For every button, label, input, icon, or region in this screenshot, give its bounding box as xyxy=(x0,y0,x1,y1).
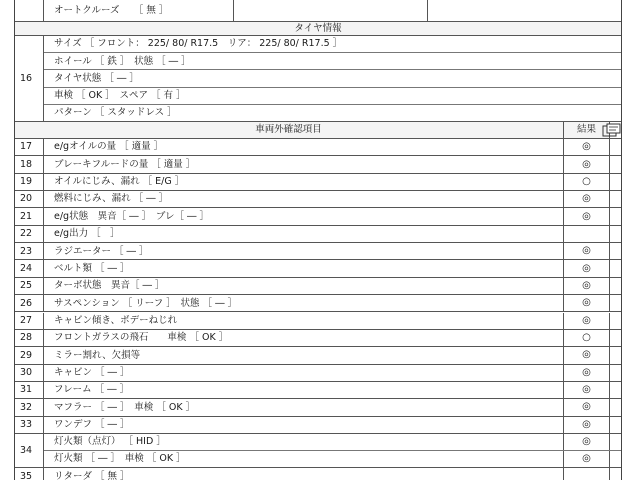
item-result: ◎ xyxy=(564,260,610,276)
item-result xyxy=(564,226,610,242)
empty-cell xyxy=(428,0,622,21)
item-34-line-2 xyxy=(44,451,622,467)
table-row xyxy=(14,156,622,173)
item-label: リターダ ［ 無 ］ xyxy=(44,468,564,480)
item-number: 35 xyxy=(14,468,44,480)
item-result xyxy=(564,468,610,480)
item-number: 33 xyxy=(14,417,44,433)
exterior-section-header xyxy=(14,122,622,139)
blank-cell xyxy=(610,347,622,363)
blank-cell xyxy=(610,139,622,155)
item-result: ◎ xyxy=(564,278,610,294)
item-label: ミラー割れ、欠損等 xyxy=(44,347,564,363)
table-row xyxy=(14,382,622,399)
item-label: ターボ状態 異音［ ― ］ xyxy=(44,278,564,294)
result-column-header: 結果 xyxy=(564,122,610,138)
table-row xyxy=(14,347,622,364)
table-row xyxy=(14,365,622,382)
item-label: ワンデフ ［ ― ］ xyxy=(44,417,564,433)
item-number: 22 xyxy=(14,226,44,242)
item-number: 24 xyxy=(14,260,44,276)
item-label: フロントガラスの飛石 車検 ［ OK ］ xyxy=(44,330,564,346)
item-number: 23 xyxy=(14,243,44,259)
item-result: ◎ xyxy=(564,208,610,224)
table-row xyxy=(14,417,622,434)
tire-lines xyxy=(44,36,622,121)
clipboard-icon[interactable] xyxy=(600,123,622,137)
table-row xyxy=(14,330,622,347)
item-number: 27 xyxy=(14,313,44,329)
blank-cell xyxy=(610,382,622,398)
number-cell xyxy=(14,0,44,21)
table-row xyxy=(14,139,622,156)
item-number: 19 xyxy=(14,174,44,190)
blank-cell xyxy=(610,295,622,311)
table-row xyxy=(14,399,622,416)
item-label: ブレーキフルードの量 ［ 適量 ］ xyxy=(44,156,564,172)
blank-cell xyxy=(610,417,622,433)
item-result: ◎ xyxy=(564,451,610,467)
blank-cell xyxy=(610,399,622,415)
item-label: 燃料にじみ、漏れ ［ ― ］ xyxy=(44,191,564,207)
item-result: ◎ xyxy=(564,295,610,311)
table-row xyxy=(14,278,622,295)
item-result: ◎ xyxy=(564,139,610,155)
blank-cell xyxy=(610,365,622,381)
table-row xyxy=(14,191,622,208)
blank-cell xyxy=(610,174,622,190)
item-number: 29 xyxy=(14,347,44,363)
tire-item-number: 16 xyxy=(14,36,44,121)
table-row xyxy=(14,226,622,243)
item-number: 32 xyxy=(14,399,44,415)
item-34-lines xyxy=(44,434,622,467)
item-number: 17 xyxy=(14,139,44,155)
blank-cell xyxy=(610,260,622,276)
item-result: ◎ xyxy=(564,365,610,381)
item-number: 34 xyxy=(14,434,44,467)
item-number: 21 xyxy=(14,208,44,224)
tire-section-title: タイヤ情報 xyxy=(14,22,622,35)
item-result: ◎ xyxy=(564,243,610,259)
item-result: ◎ xyxy=(564,347,610,363)
item-label: ラジエーター ［ ― ］ xyxy=(44,243,564,259)
item-label: 灯火類（点灯） ［ HID ］ xyxy=(44,434,564,450)
table-row xyxy=(14,243,622,260)
item-result: ◎ xyxy=(564,191,610,207)
blank-cell xyxy=(610,243,622,259)
blank-cell xyxy=(610,191,622,207)
item-label: キャビン傾き、ボデーねじれ xyxy=(44,313,564,329)
item-number: 31 xyxy=(14,382,44,398)
item-result: ○ xyxy=(564,330,610,346)
item-result: ○ xyxy=(564,174,610,190)
item-label: ベルト類 ［ ― ］ xyxy=(44,260,564,276)
item-label: フレーム ［ ― ］ xyxy=(44,382,564,398)
exterior-section-title: 車両外確認項目 xyxy=(14,122,564,138)
item-label: e/g状態 異音［ ― ］ ブレ［ ― ］ xyxy=(44,208,564,224)
item-label: キャビン ［ ― ］ xyxy=(44,365,564,381)
tire-pattern-line: パターン ［ スタッドレス ］ xyxy=(54,107,177,119)
item-label: 灯火類 ［ ― ］ 車検 ［ OK ］ xyxy=(44,451,564,467)
item-result: ◎ xyxy=(564,417,610,433)
item-number: 26 xyxy=(14,295,44,311)
item-number: 25 xyxy=(14,278,44,294)
table-row xyxy=(14,208,622,225)
item-result: ◎ xyxy=(564,382,610,398)
item-label: サスペンション ［ リーフ ］ 状態 ［ ― ］ xyxy=(44,295,564,311)
tire-section-header xyxy=(14,22,622,36)
item-label: e/g出力 ［ ］ xyxy=(44,226,564,242)
tire-size-line: サイズ ［ フロント： 225/ 80/ R17.5 リア： 225/ 80/ R17.5 ］ xyxy=(44,36,622,53)
blank-cell xyxy=(610,330,622,346)
item-number: 18 xyxy=(14,156,44,172)
item-35-row xyxy=(14,468,622,480)
blank-cell xyxy=(610,278,622,294)
tire-inspection-line: 車検 ［ OK ］ スペア ［ 有 ］ xyxy=(44,88,622,105)
item-result: ◎ xyxy=(564,156,610,172)
table-row xyxy=(14,295,622,312)
item-34-row xyxy=(14,434,622,468)
blank-cell xyxy=(610,313,622,329)
blank-cell xyxy=(610,226,622,242)
empty-cell xyxy=(234,0,428,21)
blank-cell xyxy=(610,156,622,172)
item-label: e/gオイルの量 ［ 適量 ］ xyxy=(44,139,564,155)
item-result: ◎ xyxy=(564,399,610,415)
table-row xyxy=(14,313,622,330)
cruise-label: オートクルーズ ［ 無 ］ xyxy=(44,0,234,21)
table-row xyxy=(14,174,622,191)
item-34-line-1 xyxy=(44,434,622,451)
item-label: オイルにじみ、漏れ ［ E/G ］ xyxy=(44,174,564,190)
item-label: マフラー ［ ― ］ 車検 ［ OK ］ xyxy=(44,399,564,415)
blank-cell xyxy=(610,208,622,224)
item-number: 28 xyxy=(14,330,44,346)
cruise-row xyxy=(14,0,622,22)
item-result: ◎ xyxy=(564,313,610,329)
blank-cell xyxy=(610,468,622,480)
tire-wheel-line: ホイール ［ 鉄 ］ 状態 ［ ― ］ xyxy=(44,53,622,70)
item-number: 30 xyxy=(14,365,44,381)
tire-block xyxy=(14,36,622,122)
item-number: 20 xyxy=(14,191,44,207)
table-row xyxy=(14,260,622,277)
item-result: ◎ xyxy=(564,434,610,450)
tire-condition-line: タイヤ状態 ［ ― ］ xyxy=(44,70,622,87)
